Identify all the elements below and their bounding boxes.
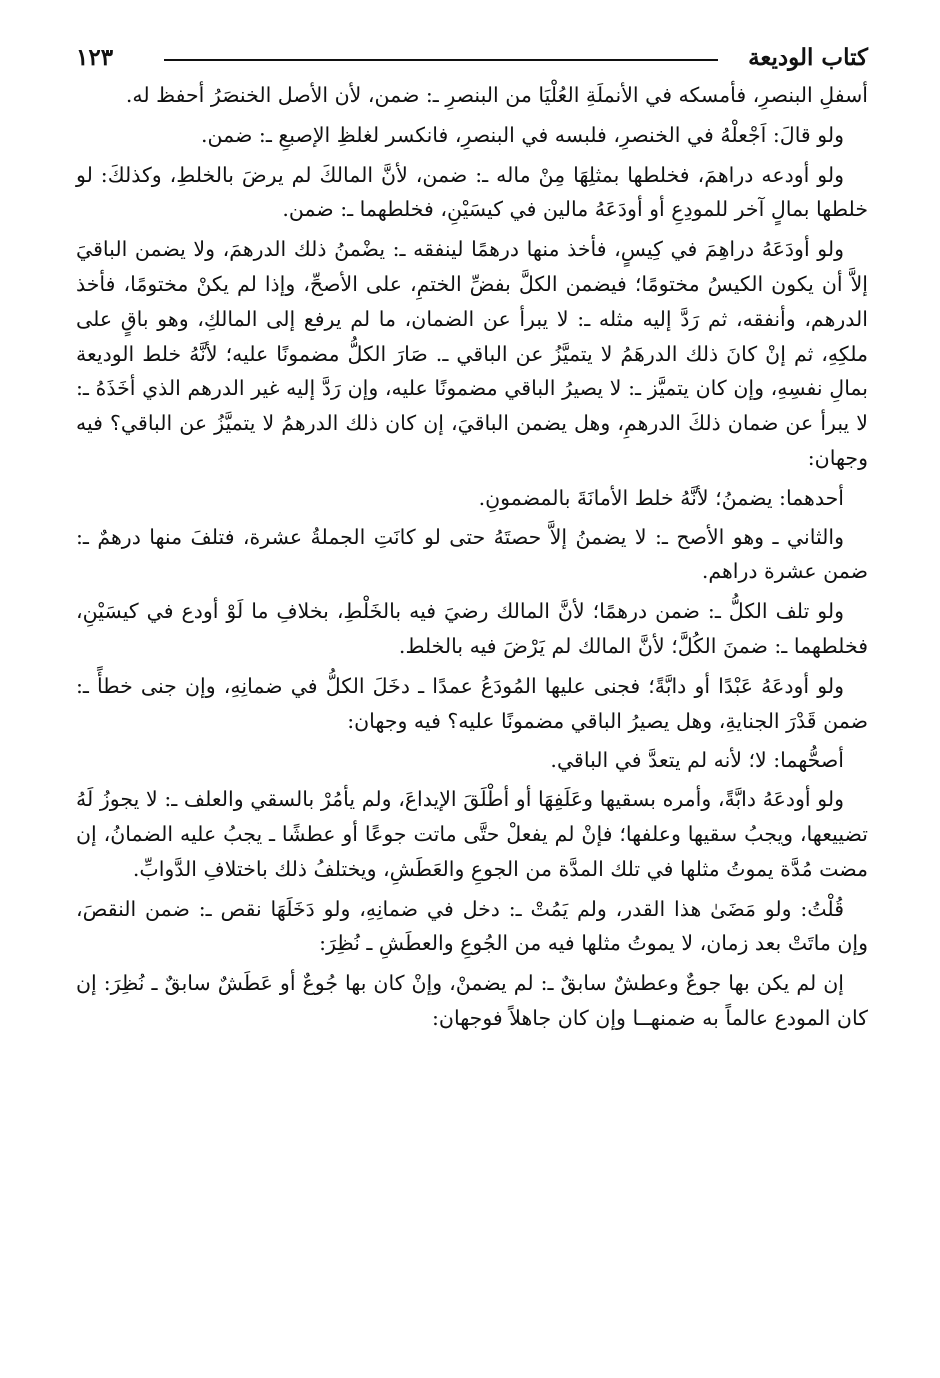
paragraph: ولو أودعَهُ دابَّةً، وأمره بسقيها وعَلَفِهَا أو أطْلَقَ الإيداعَ، ولم يأمُرْ بالسقي والعلف ـ: لا يجوزُ لَهُ تضييعها، ويجبُ سقيها وعلفها؛ فإنْ لم يفعلْ حتَّى ماتت جوعًا أو عطشًا ـ يجبُ عليه الضمانُ، إن مضت مُدَّة يموتُ مثلها في تلك المدَّة من الجوعِ والعَطَشِ، ويختلفُ ذلك باختلافِ الدَّوابِّ. xyxy=(76,787,868,881)
paragraph: قُلْتُ: ولو مَضَىٰ هذا القدر، ولم يَمُتْ ـ: دخل في ضمانِهِ، ولو دَخَلَهَا نقص ـ: ضمن النقصَ، وإن ماتَتْ بعد زمان، لا يموتُ مثلها فيه من الجُوعِ والعطَشِ ـ نُظِرَ: xyxy=(76,896,868,956)
paragraph: والثاني ـ وهو الأصح ـ: لا يضمنُ إلاَّ حصتَهُ حتى لو كانَتِ الجملةُ عشرة، فتلفَ منها درهمٌ ـ: ضمن عشرة دراهم. xyxy=(76,524,868,584)
paragraph: ولو أودَعَهُ دراهِمَ في كِيسٍ، فأخذ منها درهمًا لينفقه ـ: يضْمنُ ذلك الدرهمَ، ولا يضمن الباقيَ إلاَّ أن يكون الكيسُ مختومًا؛ فيضمن الكلَّ بفضِّ الختمِ، على الأصحِّ، وإذا لم يكنْ مختومًا، فأخذ الدرهم، وأنفقه، ثم رَدَّ إليه مثله ـ: لا يبرأ عن الضمان، ما لم يرفع إلى المالكِ، وهو باقٍ على ملكِهِ، ثم إنْ كانَ ذلك الدرهَمُ لا يتميَّزُ عن الباقي ـ. صَارَ الكلُّ مضمونًا عليه؛ لأنَّهُ خلط الوديعة بمالِ نفسِهِ، وإن كان يتميَّز ـ: لا يصيرُ الباقي مضمونًا عليه، وإن رَدَّ إليه غير الدرهم الذي أخَذَهُ ـ: لا يبرأ عن ضمان ذلكَ الدرهمِ، وهل يضمن الباقيَ، إن كان ذلك الدرهمُ لا يتميَّزُ عن الباقي؟ فيه وجهان: xyxy=(76,237,868,470)
paragraph: أحدهما: يضمنُ؛ لأنَّهُ خلط الأمانَةَ بالمضمونِ. xyxy=(478,485,844,510)
paragraph: ولو قالَ: اَجْعلْهُ في الخنصرِ، فلبسه في البنصرِ، فانكسر لغلظِ الإصبعِ ـ: ضمن. xyxy=(201,122,844,147)
paragraph: ولو أودعَهُ عَبْدًا أو دابَّةً؛ فجنى عليها المُودَعُ عمدًا ـ دخَلَ الكلُّ في ضمانِهِ، وإن جنى خطأً ـ: ضمن قَدْرَ الجنايةِ، وهل يصيرُ الباقي مضمونًا عليه؟ فيه وجهان: xyxy=(76,673,868,733)
running-title: كتاب الوديعة xyxy=(748,44,868,71)
paragraph: أصحُّهما: لا؛ لأنه لم يتعدَّ في الباقي. xyxy=(550,748,844,773)
paragraph: ولو تلف الكلُّ ـ: ضمن درهمًا؛ لأنَّ المالك رضيَ فيه بالخَلْطِ، بخلافِ ما لَوْ أودع في كيسَيْنِ، فخلطهما ـ: ضمنَ الكُلَّ؛ لأنَّ المالك لم يَرْضَ فيه بالخلط. xyxy=(76,599,868,658)
header-rule xyxy=(164,59,718,61)
paragraph: ولو أودعه دراهمَ، فخلطها بمثلِهَا مِنْ ماله ـ: ضمن، لأنَّ المالكَ لم يرضَ بالخلطِ، وكذلكَ: لو خلطها بمالٍ آخر للمودِعِ أو أودَعَهُ مالين في كيسَيْنِ، فخلطهما ـ: ضمن. xyxy=(76,162,868,222)
paragraph-continuation: أسفلِ البنصرِ، فأمسكه في الأنملَةِ العُلْيَا من البنصرِ ـ: ضمن، لأن الأصل الخنصَرُ أحفظ له. xyxy=(125,83,868,107)
page-body xyxy=(76,78,868,1036)
paragraph: إن لم يكن بها جوعٌ وعطشٌ سابقٌ ـ: لم يضمنْ، وإنْ كان بها جُوعٌ أو عَطَشٌ سابقٌ ـ نُظِرَ: إن كان المودع عالماً به ضمنهــا وإن كان جاهلاً فوجهان: xyxy=(76,971,868,1030)
page-header xyxy=(76,38,868,78)
page-number: ١٢٣ xyxy=(76,44,114,71)
